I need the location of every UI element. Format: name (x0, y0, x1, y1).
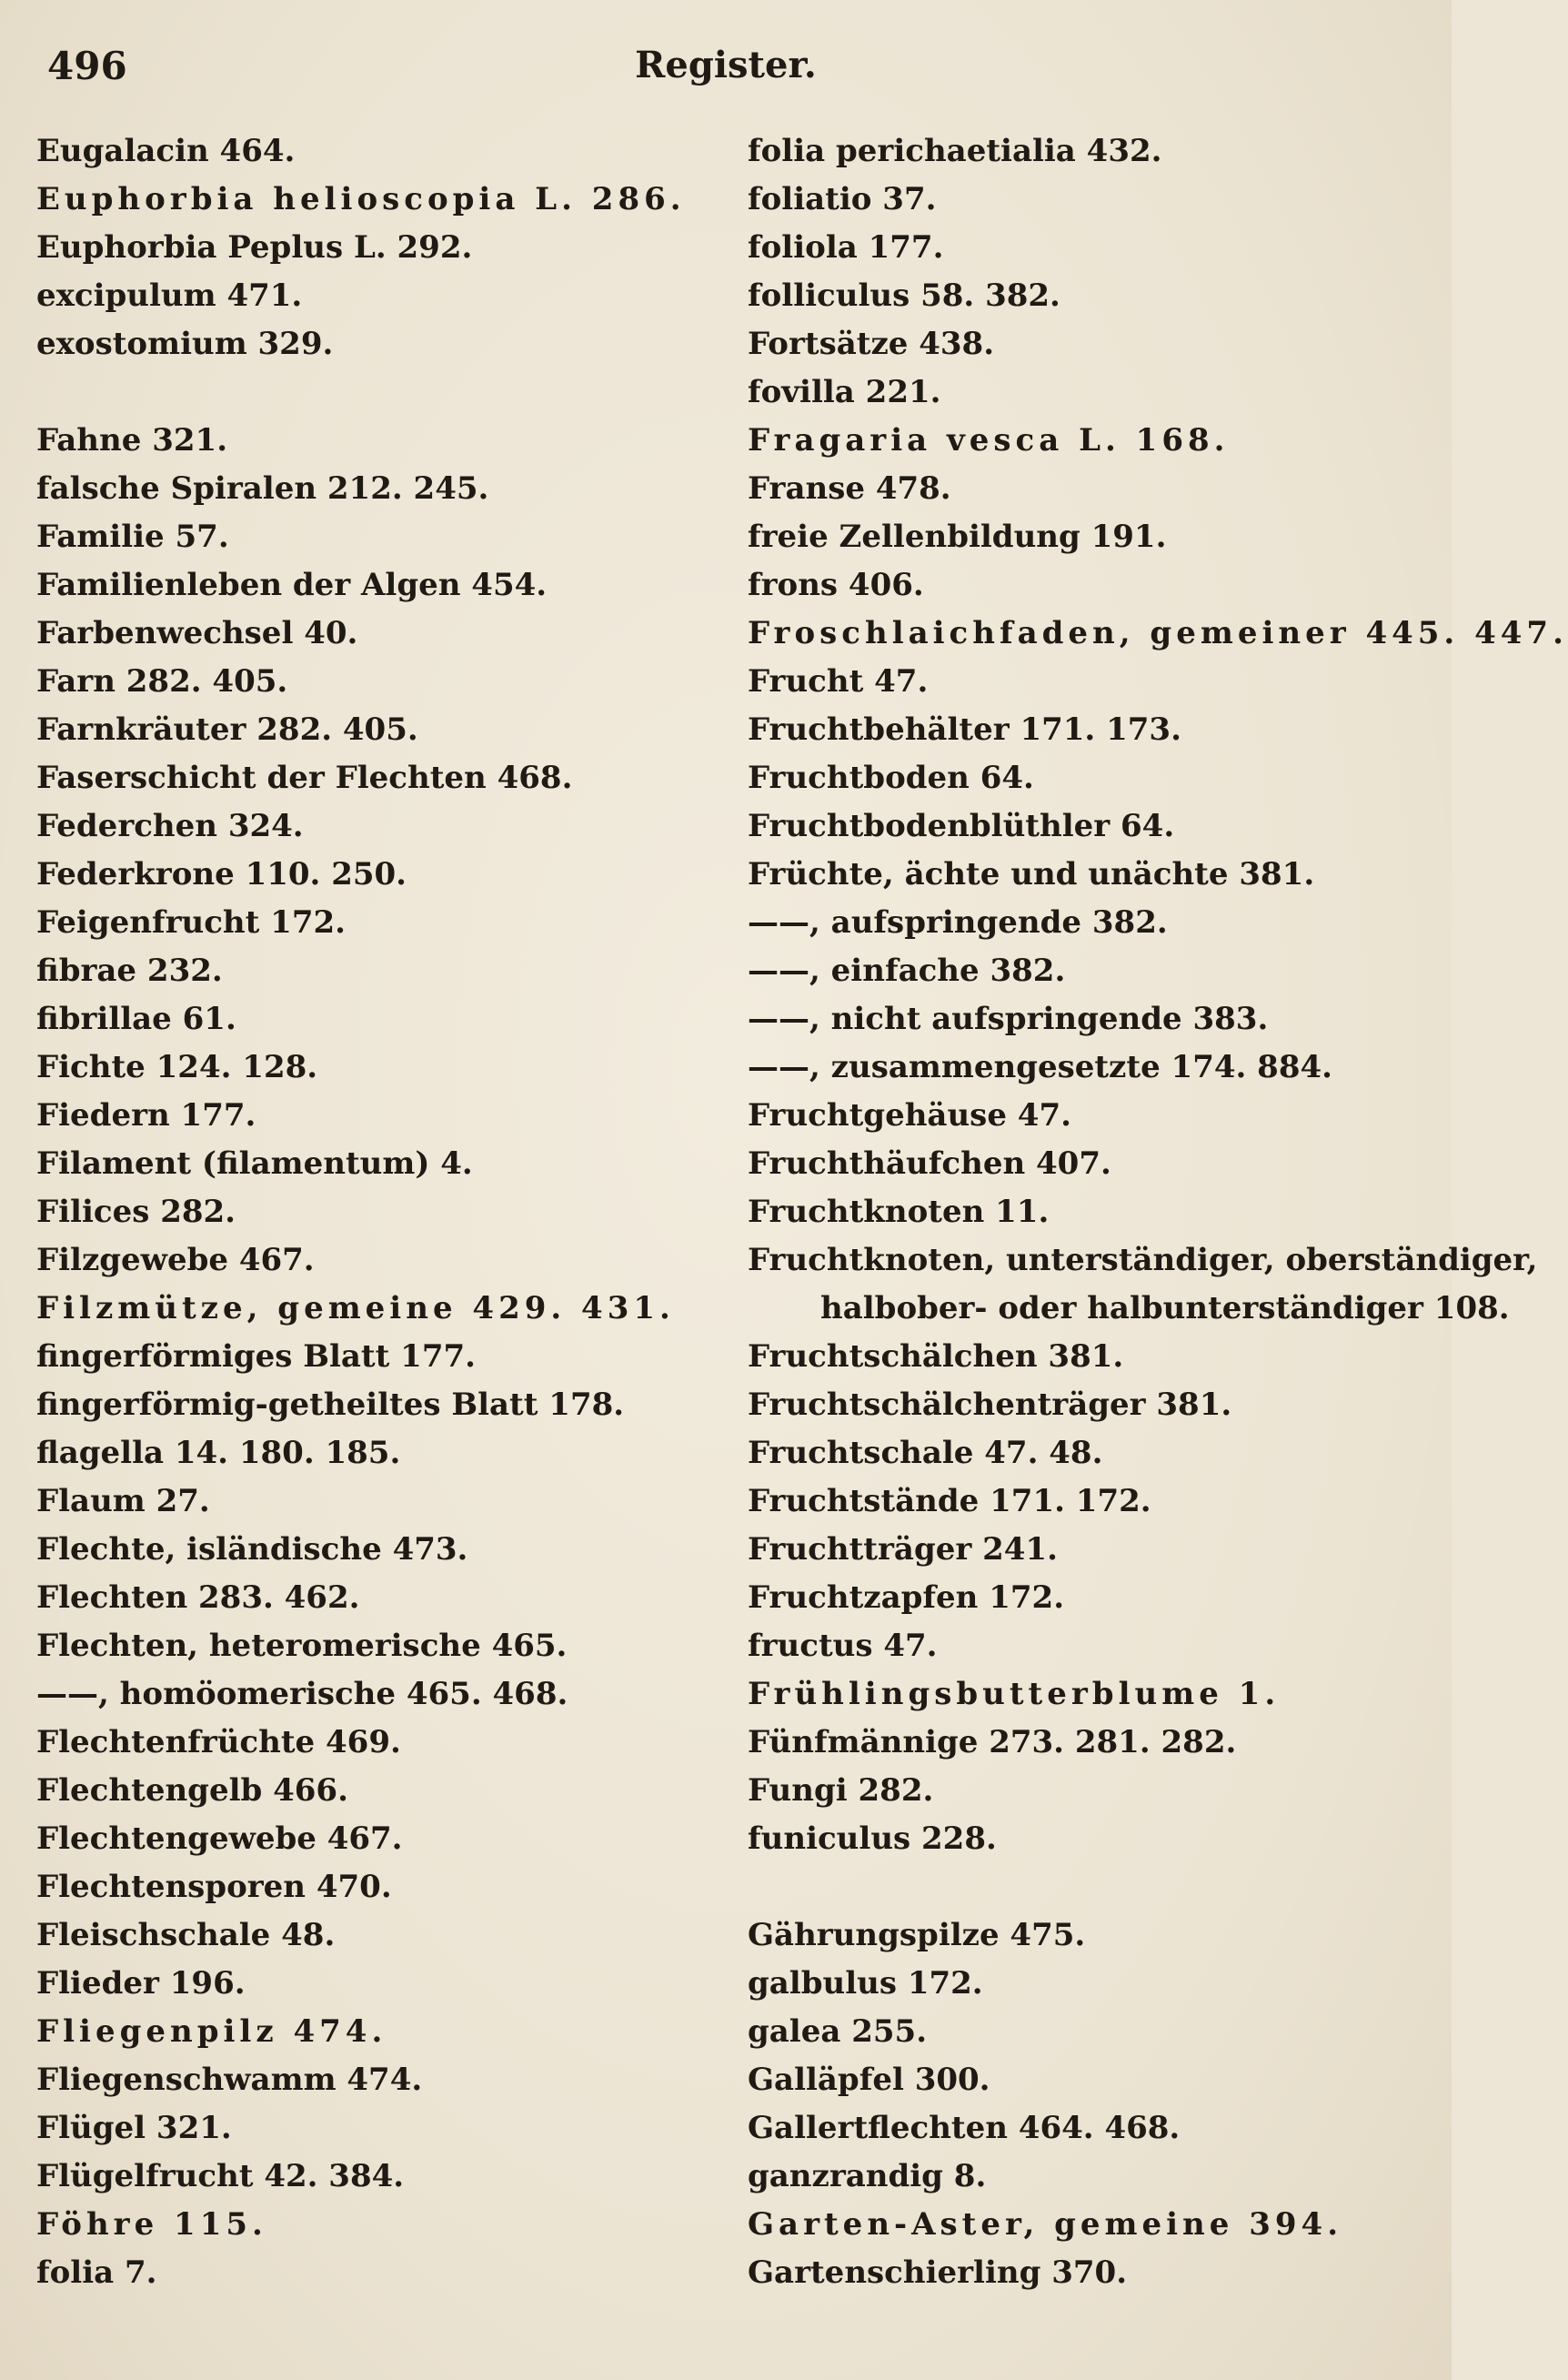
index-entry: Föhre 115. (36, 2206, 267, 2243)
index-entry: Fliegenschwamm 474. (36, 2062, 423, 2098)
index-entry: Gährungspilze 475. (748, 1917, 1086, 1953)
index-entry: foliatio 37. (748, 181, 937, 217)
index-entry: Flügel 321. (36, 2110, 232, 2146)
index-entry: Fichte 124. 128. (36, 1049, 318, 1085)
index-entry: Flieder 196. (36, 1965, 246, 2002)
index-entry: Flechten 283. 462. (36, 1579, 360, 1616)
index-entry: Fragaria vesca L. 168. (748, 422, 1230, 459)
index-entry: Federchen 324. (36, 808, 304, 844)
index-entry: Fünfmännige 273. 281. 282. (748, 1724, 1237, 1760)
index-entry: Familie 57. (36, 519, 229, 555)
index-entry: Fruchtgehäuse 47. (748, 1097, 1071, 1134)
index-entry: Garten-Aster, gemeine 394. (748, 2206, 1343, 2243)
index-entry: Fruchtknoten, unterständiger, oberständiger, (748, 1242, 1538, 1278)
index-entry: ganzrandig 8. (748, 2158, 987, 2194)
page-number: 496 (47, 44, 127, 88)
index-entry: Flechtengewebe 467. (36, 1820, 403, 1857)
index-entry: excipulum 471. (36, 277, 303, 314)
index-entry: fingerförmiges Blatt 177. (36, 1338, 476, 1375)
index-entry: Galläpfel 300. (748, 2062, 990, 2098)
index-entry: fingerförmig-getheiltes Blatt 178. (36, 1387, 625, 1423)
index-entry: folliculus 58. 382. (748, 277, 1060, 314)
index-entry: Fruchtzapfen 172. (748, 1579, 1065, 1616)
index-entry: foliola 177. (748, 229, 944, 266)
index-entry: Filzgewebe 467. (36, 1242, 315, 1278)
index-entry: Fruchtbodenblüthler 64. (748, 808, 1175, 844)
index-entry: Fruchtboden 64. (748, 760, 1034, 796)
index-entry: Farbenwechsel 40. (36, 615, 358, 651)
index-entry: Fruchtknoten 11. (748, 1194, 1050, 1230)
index-entry: Frühlingsbutterblume 1. (748, 1676, 1281, 1712)
index-entry: Farn 282. 405. (36, 663, 288, 700)
index-entry: Fruchtschälchenträger 381. (748, 1387, 1232, 1423)
index-entry: Farnkräuter 282. 405. (36, 711, 418, 748)
index-entry: Filzmütze, gemeine 429. 431. (36, 1290, 675, 1326)
section-gap (36, 368, 755, 417)
page-header (0, 44, 1452, 98)
index-entry: Fruchtträger 241. (748, 1531, 1058, 1568)
index-entry: fovilla 221. (748, 374, 941, 410)
index-entry: Gartenschierling 370. (748, 2254, 1128, 2291)
index-entry: ——, nicht aufspringende 383. (748, 1001, 1269, 1037)
index-entry: Fiedern 177. (36, 1097, 256, 1134)
index-entry: ——, einfache 382. (748, 953, 1066, 989)
index-entry: Fungi 282. (748, 1772, 934, 1809)
index-entry: fibrillae 61. (36, 1001, 236, 1037)
index-entry: Feigenfrucht 172. (36, 904, 346, 941)
index-entry: Flechtengelb 466. (36, 1772, 348, 1809)
index-entry: Frucht 47. (748, 663, 929, 700)
index-entry: Euphorbia helioscopia L. 286. (36, 181, 686, 217)
index-entry: Fruchtschälchen 381. (748, 1338, 1124, 1375)
index-entry: Fortsätze 438. (748, 326, 995, 362)
index-entry: Flügelfrucht 42. 384. (36, 2158, 405, 2194)
index-entry: Flechtenfrüchte 469. (36, 1724, 401, 1760)
index-entry: galbulus 172. (748, 1965, 983, 2002)
index-entry: ——, aufspringende 382. (748, 904, 1168, 941)
index-entry: Federkrone 110. 250. (36, 856, 407, 892)
index-entry: Fruchtbehälter 171. 173. (748, 711, 1181, 748)
left-index-column (36, 127, 755, 2297)
index-entry: freie Zellenbildung 191. (748, 519, 1167, 555)
running-title: Register. (635, 44, 817, 86)
index-entry: Filament (filamentum) 4. (36, 1145, 473, 1182)
index-entry: flagella 14. 180. 185. (36, 1435, 401, 1471)
index-entry: halbober- oder halbunterständiger 108. (820, 1290, 1510, 1326)
index-entry: folia 7. (36, 2254, 157, 2291)
index-entry: fibrae 232. (36, 953, 223, 989)
index-entry: Froschlaichfaden, gemeiner 445. 447. (748, 615, 1568, 651)
index-entry: Fliegenpilz 474. (36, 2013, 387, 2050)
index-entry: exostomium 329. (36, 326, 334, 362)
index-entry: Filices 282. (36, 1194, 236, 1230)
index-entry: Familienleben der Algen 454. (36, 567, 548, 603)
index-entry: fructus 47. (748, 1628, 938, 1664)
index-entry: galea 255. (748, 2013, 928, 2050)
right-index-column (748, 127, 1568, 2297)
index-entry: Fahne 321. (36, 422, 228, 459)
index-entry: falsche Spiralen 212. 245. (36, 470, 489, 507)
index-entry: Flechten, heteromerische 465. (36, 1628, 568, 1664)
index-entry: Gallertflechten 464. 468. (748, 2110, 1181, 2146)
index-entry: Früchte, ächte und unächte 381. (748, 856, 1315, 892)
index-entry: Flechtensporen 470. (36, 1869, 392, 1905)
index-entry: funiculus 228. (748, 1820, 997, 1857)
index-entry: Fruchthäufchen 407. (748, 1145, 1111, 1182)
section-gap (748, 1863, 1448, 1911)
index-entry: Flaum 27. (36, 1483, 210, 1519)
index-entry: Faserschicht der Flechten 468. (36, 760, 573, 796)
index-entry: folia perichaetialia 432. (748, 133, 1162, 169)
index-entry: Fleischschale 48. (36, 1917, 336, 1953)
index-entry: ——, zusammengesetzte 174. 884. (748, 1049, 1332, 1085)
index-entry: frons 406. (748, 567, 924, 603)
index-entry: Euphorbia Peplus L. 292. (36, 229, 473, 266)
index-entry: Fruchtschale 47. 48. (748, 1435, 1103, 1471)
index-entry: ——, homöomerische 465. 468. (36, 1676, 568, 1712)
index-entry: Franse 478. (748, 470, 951, 507)
index-entry: Fruchtstände 171. 172. (748, 1483, 1151, 1519)
index-entry: Eugalacin 464. (36, 133, 296, 169)
index-entry: Flechte, isländische 473. (36, 1531, 468, 1568)
